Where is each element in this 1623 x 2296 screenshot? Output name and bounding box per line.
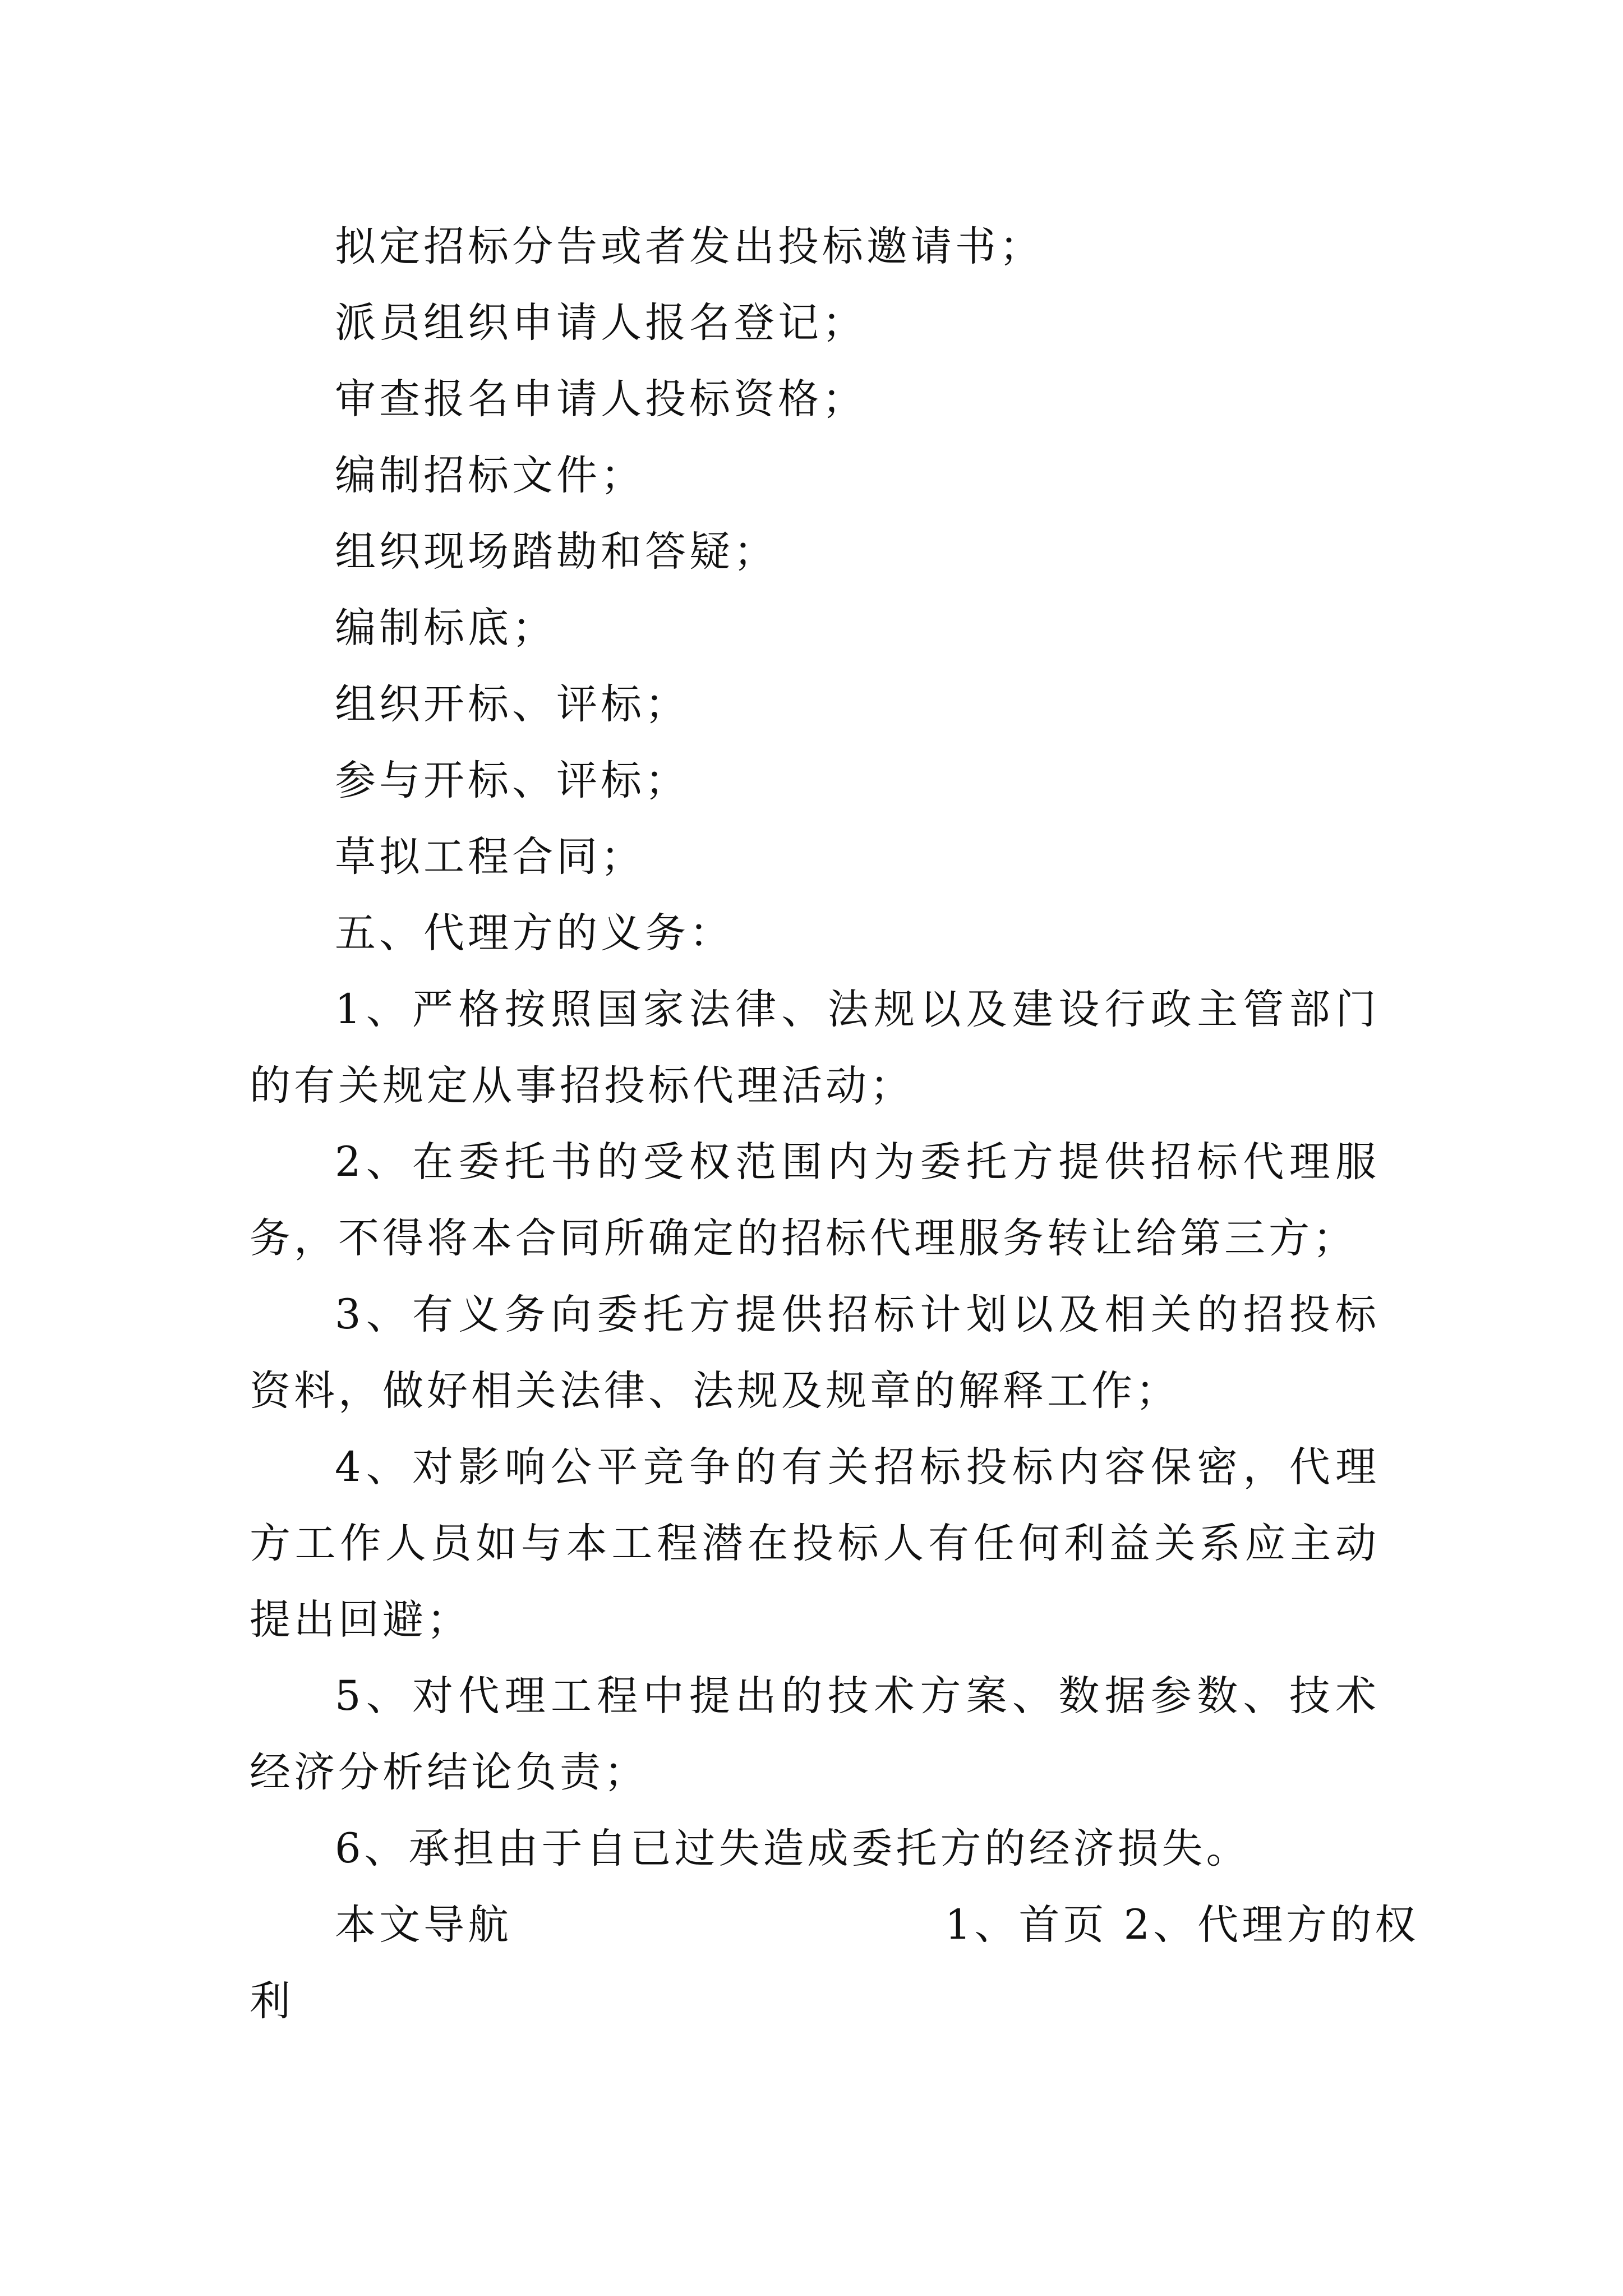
paragraph: 组织开标、评标； xyxy=(335,680,689,728)
navigation-links[interactable]: 1、首页 2、代理方的权 xyxy=(945,1901,1419,1949)
paragraph: 审查报名申请人投标资格； xyxy=(335,375,866,423)
obligation-item-6: 6、承担由于自已过失造成委托方的经济损失。 xyxy=(335,1825,1251,1872)
paragraph: 参与开标、评标； xyxy=(335,757,689,804)
obligation-item-2: 2、在委托书的受权范围内为委托方提供招标代理服务，不得将本合同所确定的招标代理服务转让给第三方； xyxy=(250,1138,1380,1262)
paragraph: 编制招标文件； xyxy=(335,452,645,499)
paragraph: 组织现场踏勘和答疑； xyxy=(335,528,778,576)
obligation-item-1: 1、严格按照国家法律、法规以及建设行政主管部门的有关规定从事招投标代理活动； xyxy=(250,986,1380,1110)
obligation-item-4: 4、对影响公平竞争的有关招标投标内容保密，代理方工作人员如与本工程潜在投标人有任何利益关系应主动提出回避； xyxy=(250,1443,1380,1644)
obligation-item-5: 5、对代理工程中提出的技术方案、数据参数、技术经济分析结论负责； xyxy=(250,1672,1380,1796)
paragraph: 编制标底； xyxy=(335,604,556,652)
section-heading: 五、代理方的义务： xyxy=(335,909,734,957)
paragraph: 草拟工程合同； xyxy=(335,833,645,881)
document-body xyxy=(250,209,1419,2040)
article-navigation xyxy=(250,1887,1419,2040)
paragraph: 派员组织申请人报名登记； xyxy=(335,299,866,347)
paragraph: 拟定招标分告或者发出投标邀请书； xyxy=(335,223,1044,270)
navigation-label: 本文导航 xyxy=(335,1901,512,1949)
navigation-links-continued[interactable]: 利 xyxy=(250,1977,294,2025)
obligation-item-3: 3、有义务向委托方提供招标计划以及相关的招投标资料，做好相关法律、法规及规章的解释工作； xyxy=(250,1291,1380,1415)
